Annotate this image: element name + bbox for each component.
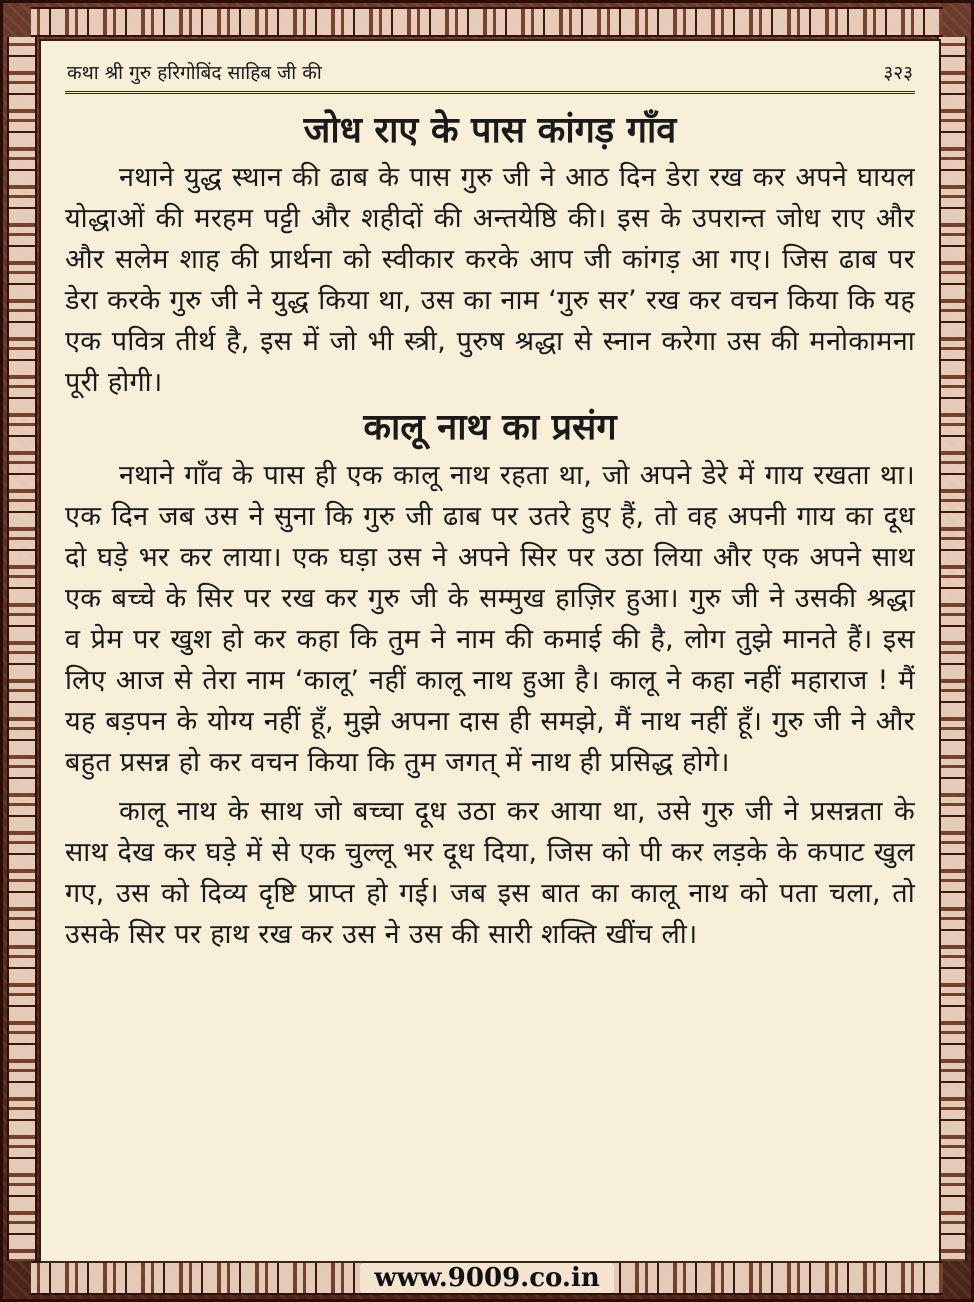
section-title-1: जोध राए के पास कांगड़ गाँव <box>303 110 677 151</box>
border-ornament-right <box>937 37 967 1261</box>
paragraph-1: नथाने युद्ध स्थान की ढाब के पास गुरु जी ने आठ दिन डेरा रख कर अपने घायल योद्धाओं की मरहम पट्टी और शहीदों की अन्तयेष्ठि की। इस के उपरान्त जोध राए और और सलेम शाह की प्रार्थना को स्वीकार करके आप जी कांगड़ आ गए। जिस ढाब पर डेरा करके गुरु जी ने युद्ध किया था, उस का नाम ‘गुरु सर’ रख कर वचन किया कि यह एक पवित्र तीर्थ है, इस में जो भी स्त्री, पुरुष श्रद्धा से स्नान करेगा उस की मनोकामना पूरी होगी। <box>65 162 915 399</box>
footer-website[interactable] <box>3 1263 971 1293</box>
paragraph-2: नथाने गाँव के पास ही एक कालू नाथ रहता था, जो अपने डेरे में गाय रखता था। एक दिन जब उस ने सुना कि गुरु जी ढाब पर उतरे हुए हैं, तो वह अपनी गाय का दूध दो घड़े भर कर लाया। एक घड़ा उस ने अपने सिर पर उठा लिया और एक अपने साथ एक बच्चे के सिर पर रख कर गुरु जी के सम्मुख हाज़िर हुआ। गुरु जी ने उसकी श्रद्धा व प्रेम पर खुश हो कर कहा कि तुम ने नाम की कमाई की है, लोग तुझे मानते हैं। इस लिए आज से तेरा नाम ‘कालू’ नहीं कालू नाथ हुआ है। कालू ने कहा नहीं महाराज ! मैं यह बड़पन के योग्य नहीं हूँ, मुझे अपना दास ही समझे, मैं नाथ नहीं हूँ। गुरु जी ने और बहुत प्रसन्न हो कर वचन किया कि तुम जगत् में नाथ ही प्रसिद्ध होगे। <box>65 459 915 778</box>
running-header <box>65 59 915 94</box>
paragraph-3: कालू नाथ के साथ जो बच्चा दूध उठा कर आया था, उसे गुरु जी ने प्रसन्नता के साथ देख कर घड़े में से एक चुल्लू भर दूध दिया, जिस को पी कर लड़के के कपाट खुल गए, उस को दिव्य दृष्टि प्राप्त हो गई। जब इस बात का कालू नाथ को पता चला, तो उसके सिर पर हाथ रख कर उस ने उस की सारी शक्ति खींच ली। <box>65 795 915 950</box>
section-title-2: कालू नाथ का प्रसंग <box>363 407 617 449</box>
page-number: ३२३ <box>883 62 913 84</box>
book-page <box>39 39 941 1265</box>
book-title: कथा श्री गुरु हरिगोबिंद साहिब जी की <box>67 62 322 84</box>
website-link[interactable]: www.9009.co.in <box>360 1263 614 1293</box>
border-ornament-left <box>7 37 37 1261</box>
border-ornament-top <box>31 7 943 37</box>
